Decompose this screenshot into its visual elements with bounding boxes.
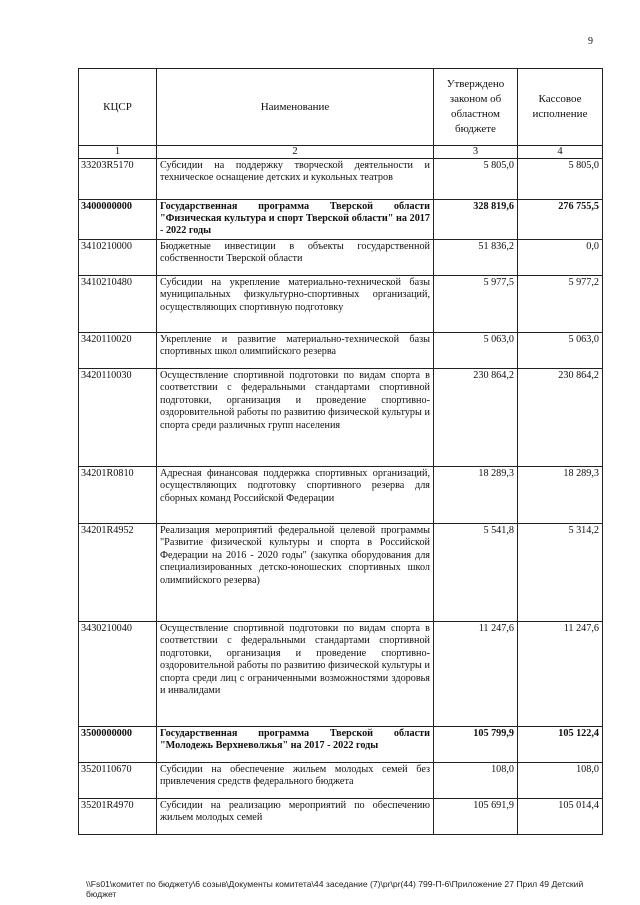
table-row (79, 158, 603, 199)
cell-code: 3410210480 (79, 275, 157, 332)
cell-name: Субсидии на укрепление материально-технической базы муниципальных физкультурно-спортивных организаций, осуществляющих спортивную подготовку (157, 275, 434, 332)
cell-name: Укрепление и развитие материально-технической базы спортивных школ олимпийского резерва (157, 332, 434, 368)
budget-table (78, 68, 603, 835)
cell-executed: 5 977,2 (518, 275, 603, 332)
table-row (79, 621, 603, 726)
cell-code: 34201R4952 (79, 523, 157, 621)
table-row (79, 239, 603, 275)
table-row (79, 523, 603, 621)
cell-name: Субсидии на обеспечение жильем молодых семей без привлечения средств федерального бюджета (157, 762, 434, 798)
header-name: Наименование (157, 69, 434, 146)
cell-code: 3400000000 (79, 199, 157, 239)
cell-name: Осуществление спортивной подготовки по видам спорта в соответствии с федеральными стандартами спортивной подготовки, организация и проведение спортивно-оздоровительной работы по развитию физической культуры и спорта среди различных групп населения (157, 368, 434, 466)
cell-approved: 51 836,2 (434, 239, 518, 275)
cell-name: Субсидии на реализацию мероприятий по обеспечению жильем молодых семей (157, 798, 434, 834)
cell-executed: 5 805,0 (518, 158, 603, 199)
page-number: 9 (588, 36, 593, 47)
header-executed: Кассовое исполнение (518, 69, 603, 146)
cell-code: 35201R4970 (79, 798, 157, 834)
cell-approved: 108,0 (434, 762, 518, 798)
table-row (79, 762, 603, 798)
cell-executed: 18 289,3 (518, 466, 603, 523)
cell-approved: 328 819,6 (434, 199, 518, 239)
table-row (79, 199, 603, 239)
cell-executed: 276 755,5 (518, 199, 603, 239)
cell-code: 3420110020 (79, 332, 157, 368)
cell-executed: 230 864,2 (518, 368, 603, 466)
column-number: 4 (518, 146, 603, 159)
cell-executed: 5 314,2 (518, 523, 603, 621)
cell-executed: 0,0 (518, 239, 603, 275)
column-number: 2 (157, 146, 434, 159)
table-row (79, 332, 603, 368)
column-number: 3 (434, 146, 518, 159)
cell-executed: 105 014,4 (518, 798, 603, 834)
cell-code: 3520110670 (79, 762, 157, 798)
column-number: 1 (79, 146, 157, 159)
cell-name: Реализация мероприятий федеральной целевой программы "Развитие физической культуры и спорта в Российской Федерации на 2016 - 2020 годы" (закупка оборудования для специализированных детско-юношеских спортивных школ олимпийского резерва) (157, 523, 434, 621)
cell-name: Бюджетные инвестиции в объекты государственной собственности Тверской области (157, 239, 434, 275)
cell-approved: 11 247,6 (434, 621, 518, 726)
cell-executed: 11 247,6 (518, 621, 603, 726)
cell-code: 3500000000 (79, 726, 157, 762)
cell-approved: 5 063,0 (434, 332, 518, 368)
cell-name: Государственная программа Тверской области "Молодежь Верхневолжья" на 2017 - 2022 годы (157, 726, 434, 762)
table-row (79, 726, 603, 762)
header-approved: Утверждено законом об областном бюджете (434, 69, 518, 146)
cell-name: Государственная программа Тверской области "Физическая культура и спорт Тверской области" на 2017 - 2022 годы (157, 199, 434, 239)
footer-file-path: \\Fs01\комитет по бюджету\6 созыв\Документы комитета\44 заседание (7)\pr\pr(44) 799-П-6\Приложение 27 Прил 49 Детский бюджет (86, 879, 584, 899)
cell-code: 3430210040 (79, 621, 157, 726)
cell-executed: 108,0 (518, 762, 603, 798)
cell-name: Субсидии на поддержку творческой деятельности и техническое оснащение детских и кукольных театров (157, 158, 434, 199)
cell-name: Адресная финансовая поддержка спортивных организаций, осуществляющих подготовку спортивного резерва для сборных команд Российской Федерации (157, 466, 434, 523)
cell-approved: 18 289,3 (434, 466, 518, 523)
table-row (79, 368, 603, 466)
table-row (79, 798, 603, 834)
cell-executed: 5 063,0 (518, 332, 603, 368)
table-row (79, 466, 603, 523)
cell-executed: 105 122,4 (518, 726, 603, 762)
cell-approved: 105 691,9 (434, 798, 518, 834)
cell-code: 3410210000 (79, 239, 157, 275)
cell-approved: 5 977,5 (434, 275, 518, 332)
cell-approved: 230 864,2 (434, 368, 518, 466)
cell-approved: 5 541,8 (434, 523, 518, 621)
cell-approved: 105 799,9 (434, 726, 518, 762)
cell-code: 3420110030 (79, 368, 157, 466)
cell-code: 33203R5170 (79, 158, 157, 199)
cell-name: Осуществление спортивной подготовки по видам спорта в соответствии с федеральными стандартами спортивной подготовки, организация и проведение спортивно-оздоровительной работы по развитию физической культуры и спорта среди лиц с ограниченными возможностями здоровья и инвалидами (157, 621, 434, 726)
cell-approved: 5 805,0 (434, 158, 518, 199)
cell-code: 34201R0810 (79, 466, 157, 523)
table-row (79, 275, 603, 332)
header-code: КЦСР (79, 69, 157, 146)
